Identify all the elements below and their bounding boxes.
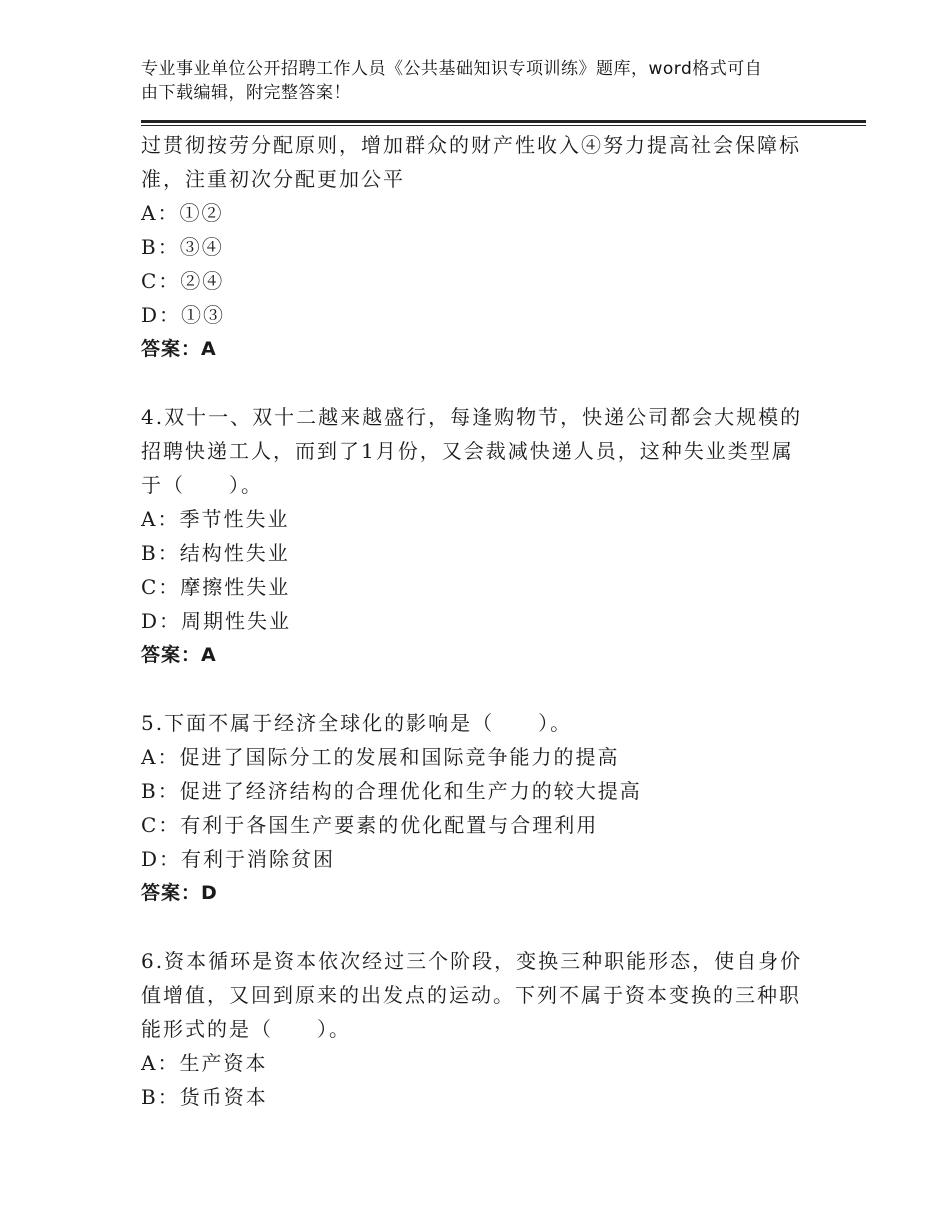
option-d: D：①③ <box>141 303 226 327</box>
option-b: B：货币资本 <box>141 1085 268 1109</box>
question-stem-line: 4.双十一、双十二越来越盛行，每逢购物节，快递公司都会大规模的 <box>141 405 803 429</box>
option-c: C：摩擦性失业 <box>141 575 291 599</box>
option-a: A：①② <box>141 201 224 225</box>
option-a: A：季节性失业 <box>141 507 290 531</box>
question-6 <box>141 944 821 1114</box>
question-stem-line: 招聘快递工人，而到了1月份，又会裁减快递人员，这种失业类型属 <box>141 439 794 463</box>
option-c: C：②④ <box>141 269 225 293</box>
question-stem-line: 6.资本循环是资本依次经过三个阶段，变换三种职能形态，使自身价 <box>141 949 803 973</box>
option-d: D：有利于消除贫困 <box>141 847 336 871</box>
option-b: B：结构性失业 <box>141 541 290 565</box>
header-line-2: 由下载编辑，附完整答案！ <box>141 83 351 103</box>
question-stem-line: 值增值，又回到原来的出发点的运动。下列不属于资本变换的三种职 <box>141 983 801 1007</box>
answer-label: 答案：D <box>141 882 218 904</box>
option-a: A：促进了国际分工的发展和国际竞争能力的提高 <box>141 745 620 769</box>
option-d: D：周期性失业 <box>141 609 292 633</box>
option-b: B：促进了经济结构的合理优化和生产力的较大提高 <box>141 779 642 803</box>
header-line-1: 专业事业单位公开招聘工作人员《公共基础知识专项训练》题库，word格式可自 <box>141 59 763 79</box>
question-stem-line: 能形式的是（ ）。 <box>141 1017 351 1041</box>
option-a: A：生产资本 <box>141 1051 268 1075</box>
header-rule-thick <box>141 120 866 123</box>
header-rule-thin <box>141 125 866 126</box>
option-b: B：③④ <box>141 235 224 259</box>
question-4 <box>141 400 821 672</box>
question-stem-line: 过贯彻按劳分配原则，增加群众的财产性收入④努力提高社会保障标 <box>141 133 801 157</box>
page-header <box>141 57 801 105</box>
question-stem-line: 于（ ）。 <box>141 473 263 497</box>
question-stem-line: 5.下面不属于经济全球化的影响是（ ）。 <box>141 711 573 735</box>
option-c: C：有利于各国生产要素的优化配置与合理利用 <box>141 813 599 837</box>
question-3 <box>141 128 821 366</box>
answer-label: 答案：A <box>141 644 217 666</box>
question-stem-line: 准，注重初次分配更加公平 <box>141 167 405 191</box>
answer-label: 答案：A <box>141 338 217 360</box>
question-list <box>141 128 821 1114</box>
question-5 <box>141 706 821 910</box>
